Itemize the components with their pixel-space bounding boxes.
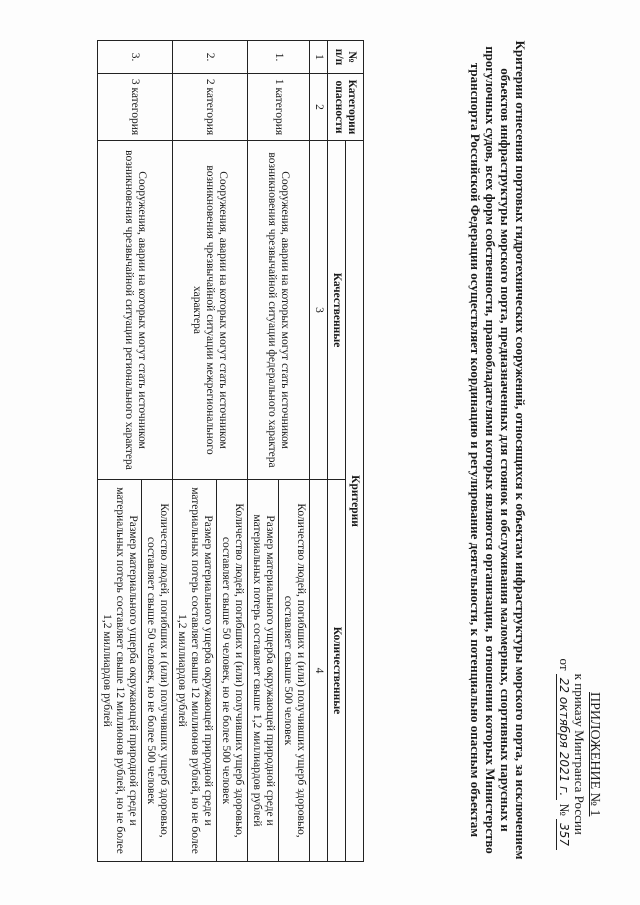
handwritten-date: 22 октября 2021 г. — [556, 674, 571, 800]
row-qualitative: Сооружения, аварии на которых могут стать источником возникновения чрезвычайной ситуации федерального характера — [248, 141, 310, 480]
appendix-order-line: к приказу Минтранса России — [572, 673, 587, 835]
document-title: Критерии отнесения портовых гидротехнических сооружений, относящихся к объектам инфраструктуры морского порта, за исключением объектов инфраструктуры морского порта, предназначенных для стоянок и обслуживания маломерных, спортивных парусных и прогулочных судов, всех форм собственности, правообладателями которых являются организации, в отношении которых Министерство транспорта Российской Федерации осуществляет координацию и регулирование деятельности, к потенциально опасным объектам — [468, 40, 528, 860]
subheader-row — [328, 41, 346, 862]
col-number: 4 — [310, 480, 328, 862]
header-criteria: Критерии — [346, 141, 364, 862]
handwritten-number: 357 — [556, 819, 571, 850]
header-num: № п/п — [328, 41, 364, 74]
number-prefix: № — [557, 803, 572, 816]
table-row — [279, 41, 310, 862]
row-quant-people: Количество людей, погибших и (или) получивших ущерб здоровью, составляет свыше 50 человек, но не более 500 человек — [217, 480, 248, 862]
appendix-date-line — [556, 659, 572, 850]
row-qualitative: Сооружения, аварии на которых могут стать источником возникновения чрезвычайной ситуации межрегионального характера — [173, 141, 248, 480]
row-num: 2. — [173, 41, 248, 74]
col-number: 2 — [310, 74, 328, 141]
appendix-title: ПРИЛОЖЕНИЕ № 1 — [587, 692, 602, 817]
row-num: 1. — [248, 41, 310, 74]
row-qualitative: Сооружения, аварии на которых могут стать источником возникновения чрезвычайной ситуации регионального характера — [98, 141, 173, 480]
row-quant-people: Количество людей, погибших и (или) получивших ущерб здоровью, составляет свыше 500 человек — [279, 480, 310, 862]
row-category: 2 категория — [173, 74, 248, 141]
row-quant-damage: Размер материального ущерба окружающей природной среде и материальных потерь составляет свыше 12 миллионов рублей, но не более 1,2 миллиардов рублей — [173, 480, 217, 862]
row-quant-damage: Размер материального ущерба окружающей природной среде и материальных потерь составляет свыше 1,2 миллиардов рублей — [248, 480, 279, 862]
rotated-content — [22, 20, 612, 880]
table-row — [217, 41, 248, 862]
criteria-table — [97, 40, 364, 862]
header-qualitative: Качественные — [328, 141, 346, 480]
column-number-row — [310, 41, 328, 862]
from-prefix: от — [557, 658, 572, 671]
row-category: 1 категория — [248, 74, 310, 141]
header-quantitative: Количественные — [328, 480, 346, 862]
header-category: Категории опасности — [328, 74, 364, 141]
row-num: 3. — [98, 41, 173, 74]
table-row — [142, 41, 173, 862]
col-number: 3 — [310, 141, 328, 480]
header-row — [346, 41, 364, 862]
col-number: 1 — [310, 41, 328, 74]
appendix-header — [556, 659, 602, 850]
row-category: 3 категория — [98, 74, 173, 141]
row-quant-people: Количество людей, погибших и (или) получивших ущерб здоровью, составляет свыше 50 человек, но не более 500 человек — [142, 480, 173, 862]
row-quant-damage: Размер материального ущерба окружающей природной среде и материальных потерь составляет свыше 12 миллионов рублей, но не более 1,2 миллиардов рублей — [98, 480, 142, 862]
